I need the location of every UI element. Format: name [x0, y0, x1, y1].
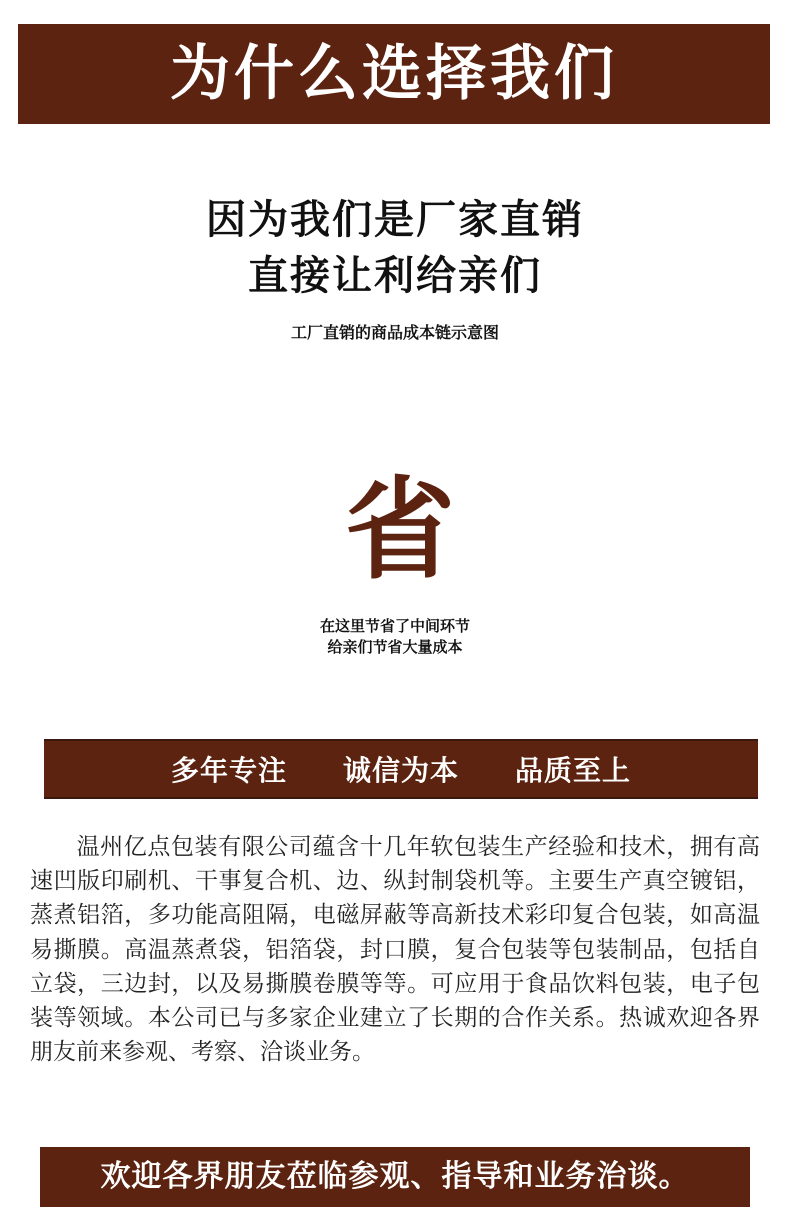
saving-note-line-2: 给亲们节省大量成本: [327, 638, 463, 656]
company-intro-text: 温州亿点包装有限公司蕴含十几年软包装生产经验和技术，拥有高速凹版印刷机、干事复合机、边、纵封制袋机等。主要生产真空镀铝，蒸煮铝箔，多功能高阻隔，电磁屏蔽等高新技术彩印复合包装，如高温易撕膜。高温蒸煮袋，铝箔袋，封口膜，复合包装等包装制品，包括自立袋，三边封，以及易撕膜卷膜等等。可应用于食品饮料包装，电子包装等领域。本公司已与多家企业建立了长期的合作关系。热诚欢迎各界朋友前来参观、考察、洽谈业务。: [30, 834, 760, 1066]
value-item: 多年专注: [170, 754, 287, 787]
savings-char: 省: [345, 466, 455, 594]
footer-invitation: 欢迎各界朋友莅临参观、指导和业务治谈。: [100, 1159, 690, 1194]
headline-line-2: 直接让利给亲们: [248, 253, 542, 299]
header-title: 为什么选择我们: [170, 39, 618, 109]
headline-line-1: 因为我们是厂家直销: [206, 197, 584, 243]
company-intro-paragraph: [30, 830, 760, 1069]
value-item: 品质至上: [515, 754, 632, 787]
diagram-caption: 工厂直销的商品成本链示意图: [290, 323, 499, 342]
header-banner: [18, 24, 770, 124]
saving-note-line-1: 在这里节省了中间环节: [319, 617, 470, 635]
footer-banner: [40, 1147, 750, 1207]
values-band: [44, 739, 758, 799]
value-item: 诚信为本: [342, 754, 459, 787]
